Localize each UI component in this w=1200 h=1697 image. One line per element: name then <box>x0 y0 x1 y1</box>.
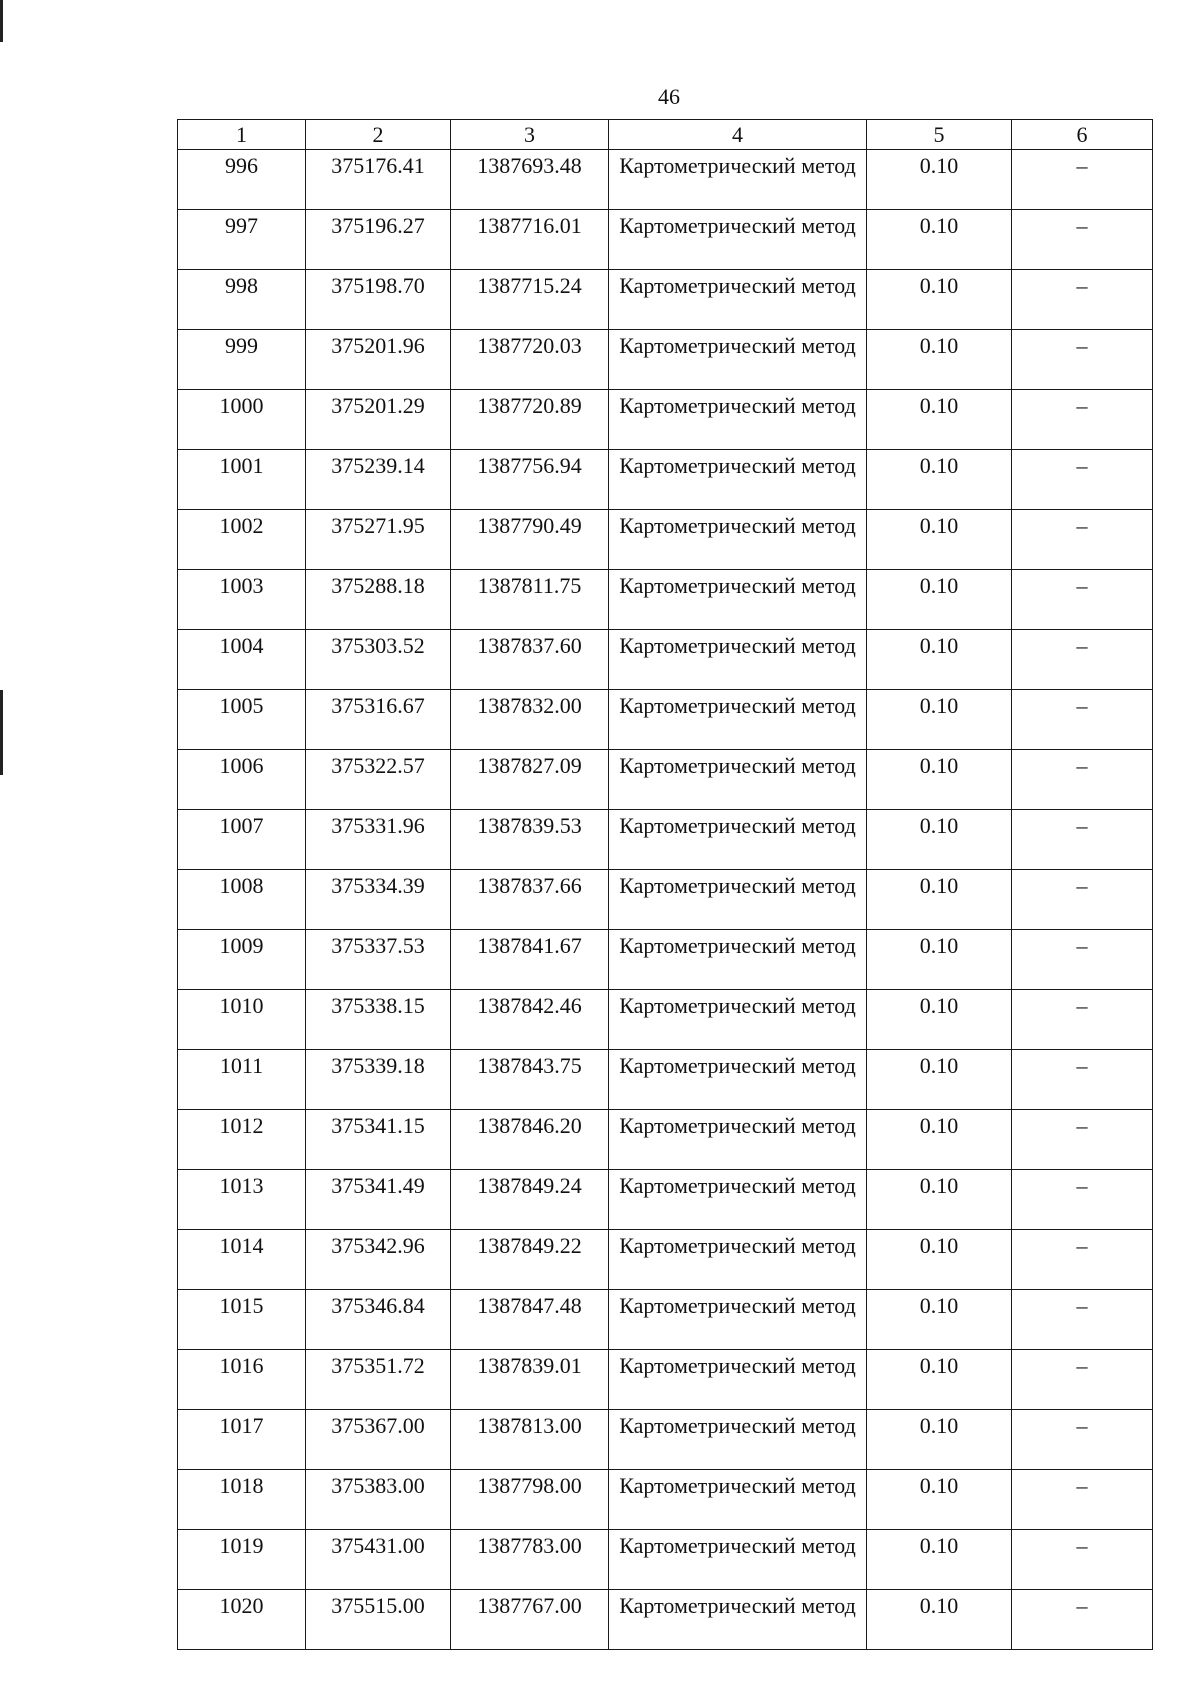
y-coordinate-cell: 1387837.60 <box>451 630 609 690</box>
point-number-cell: 1012 <box>178 1110 306 1170</box>
column-header-5: 5 <box>867 120 1012 150</box>
note-cell: – <box>1012 210 1153 270</box>
y-coordinate-cell: 1387837.66 <box>451 870 609 930</box>
accuracy-cell: 0.10 <box>867 510 1012 570</box>
point-number-cell: 1013 <box>178 1170 306 1230</box>
note-cell: – <box>1012 510 1153 570</box>
note-cell: – <box>1012 630 1153 690</box>
method-cell: Картометрический метод <box>609 1170 867 1230</box>
column-header-6: 6 <box>1012 120 1153 150</box>
method-cell: Картометрический метод <box>609 870 867 930</box>
x-coordinate-cell: 375341.15 <box>306 1110 451 1170</box>
note-cell: – <box>1012 1170 1153 1230</box>
table-row <box>178 510 1153 570</box>
note-cell: – <box>1012 450 1153 510</box>
point-number-cell: 1019 <box>178 1530 306 1590</box>
y-coordinate-cell: 1387841.67 <box>451 930 609 990</box>
column-header-1: 1 <box>178 120 306 150</box>
y-coordinate-cell: 1387811.75 <box>451 570 609 630</box>
note-cell: – <box>1012 270 1153 330</box>
x-coordinate-cell: 375346.84 <box>306 1290 451 1350</box>
method-cell: Картометрический метод <box>609 390 867 450</box>
table-row <box>178 1350 1153 1410</box>
note-cell: – <box>1012 1230 1153 1290</box>
table-row <box>178 1230 1153 1290</box>
point-number-cell: 1014 <box>178 1230 306 1290</box>
note-cell: – <box>1012 390 1153 450</box>
y-coordinate-cell: 1387839.01 <box>451 1350 609 1410</box>
table-row <box>178 630 1153 690</box>
table-row <box>178 450 1153 510</box>
x-coordinate-cell: 375351.72 <box>306 1350 451 1410</box>
point-number-cell: 1002 <box>178 510 306 570</box>
accuracy-cell: 0.10 <box>867 750 1012 810</box>
table-row <box>178 1590 1153 1650</box>
accuracy-cell: 0.10 <box>867 210 1012 270</box>
method-cell: Картометрический метод <box>609 930 867 990</box>
method-cell: Картометрический метод <box>609 1350 867 1410</box>
method-cell: Картометрический метод <box>609 630 867 690</box>
method-cell: Картометрический метод <box>609 1470 867 1530</box>
x-coordinate-cell: 375334.39 <box>306 870 451 930</box>
x-coordinate-cell: 375322.57 <box>306 750 451 810</box>
y-coordinate-cell: 1387767.00 <box>451 1590 609 1650</box>
method-cell: Картометрический метод <box>609 1050 867 1110</box>
point-number-cell: 1015 <box>178 1290 306 1350</box>
point-number-cell: 1016 <box>178 1350 306 1410</box>
x-coordinate-cell: 375431.00 <box>306 1530 451 1590</box>
x-coordinate-cell: 375303.52 <box>306 630 451 690</box>
y-coordinate-cell: 1387849.24 <box>451 1170 609 1230</box>
x-coordinate-cell: 375196.27 <box>306 210 451 270</box>
point-number-cell: 1018 <box>178 1470 306 1530</box>
y-coordinate-cell: 1387847.48 <box>451 1290 609 1350</box>
table-row <box>178 570 1153 630</box>
accuracy-cell: 0.10 <box>867 630 1012 690</box>
column-header-3: 3 <box>451 120 609 150</box>
table-row <box>178 750 1153 810</box>
x-coordinate-cell: 375367.00 <box>306 1410 451 1470</box>
accuracy-cell: 0.10 <box>867 930 1012 990</box>
note-cell: – <box>1012 570 1153 630</box>
x-coordinate-cell: 375338.15 <box>306 990 451 1050</box>
y-coordinate-cell: 1387843.75 <box>451 1050 609 1110</box>
table-row <box>178 390 1153 450</box>
table-row <box>178 930 1153 990</box>
method-cell: Картометрический метод <box>609 1410 867 1470</box>
x-coordinate-cell: 375342.96 <box>306 1230 451 1290</box>
table-row <box>178 210 1153 270</box>
x-coordinate-cell: 375337.53 <box>306 930 451 990</box>
y-coordinate-cell: 1387832.00 <box>451 690 609 750</box>
method-cell: Картометрический метод <box>609 210 867 270</box>
y-coordinate-cell: 1387720.89 <box>451 390 609 450</box>
method-cell: Картометрический метод <box>609 270 867 330</box>
note-cell: – <box>1012 870 1153 930</box>
accuracy-cell: 0.10 <box>867 1050 1012 1110</box>
point-number-cell: 1005 <box>178 690 306 750</box>
table-row <box>178 870 1153 930</box>
point-number-cell: 996 <box>178 150 306 210</box>
y-coordinate-cell: 1387716.01 <box>451 210 609 270</box>
note-cell: – <box>1012 750 1153 810</box>
point-number-cell: 1004 <box>178 630 306 690</box>
y-coordinate-cell: 1387756.94 <box>451 450 609 510</box>
method-cell: Картометрический метод <box>609 1110 867 1170</box>
note-cell: – <box>1012 1050 1153 1110</box>
method-cell: Картометрический метод <box>609 750 867 810</box>
y-coordinate-cell: 1387693.48 <box>451 150 609 210</box>
table-row <box>178 1410 1153 1470</box>
point-number-cell: 1017 <box>178 1410 306 1470</box>
y-coordinate-cell: 1387827.09 <box>451 750 609 810</box>
y-coordinate-cell: 1387720.03 <box>451 330 609 390</box>
x-coordinate-cell: 375515.00 <box>306 1590 451 1650</box>
accuracy-cell: 0.10 <box>867 150 1012 210</box>
note-cell: – <box>1012 1410 1153 1470</box>
accuracy-cell: 0.10 <box>867 1530 1012 1590</box>
note-cell: – <box>1012 990 1153 1050</box>
method-cell: Картометрический метод <box>609 150 867 210</box>
table-row <box>178 1470 1153 1530</box>
accuracy-cell: 0.10 <box>867 570 1012 630</box>
point-number-cell: 1003 <box>178 570 306 630</box>
accuracy-cell: 0.10 <box>867 1290 1012 1350</box>
y-coordinate-cell: 1387790.49 <box>451 510 609 570</box>
accuracy-cell: 0.10 <box>867 1470 1012 1530</box>
point-number-cell: 1006 <box>178 750 306 810</box>
table-row <box>178 810 1153 870</box>
note-cell: – <box>1012 1590 1153 1650</box>
table-row <box>178 1290 1153 1350</box>
point-number-cell: 1001 <box>178 450 306 510</box>
point-number-cell: 999 <box>178 330 306 390</box>
y-coordinate-cell: 1387783.00 <box>451 1530 609 1590</box>
method-cell: Картометрический метод <box>609 810 867 870</box>
method-cell: Картометрический метод <box>609 1230 867 1290</box>
method-cell: Картометрический метод <box>609 510 867 570</box>
note-cell: – <box>1012 930 1153 990</box>
table-row <box>178 150 1153 210</box>
column-header-4: 4 <box>609 120 867 150</box>
point-number-cell: 1020 <box>178 1590 306 1650</box>
y-coordinate-cell: 1387846.20 <box>451 1110 609 1170</box>
method-cell: Картометрический метод <box>609 990 867 1050</box>
method-cell: Картометрический метод <box>609 1290 867 1350</box>
y-coordinate-cell: 1387849.22 <box>451 1230 609 1290</box>
scan-edge-mark-middle <box>0 690 3 775</box>
point-number-cell: 1009 <box>178 930 306 990</box>
accuracy-cell: 0.10 <box>867 1590 1012 1650</box>
point-number-cell: 1000 <box>178 390 306 450</box>
accuracy-cell: 0.10 <box>867 1230 1012 1290</box>
table-row <box>178 330 1153 390</box>
scan-edge-mark-top <box>0 0 3 42</box>
header-row <box>178 120 1153 150</box>
y-coordinate-cell: 1387842.46 <box>451 990 609 1050</box>
x-coordinate-cell: 375201.96 <box>306 330 451 390</box>
note-cell: – <box>1012 1290 1153 1350</box>
table-body <box>178 150 1153 1650</box>
table-row <box>178 1050 1153 1110</box>
accuracy-cell: 0.10 <box>867 690 1012 750</box>
note-cell: – <box>1012 690 1153 750</box>
note-cell: – <box>1012 150 1153 210</box>
table-row <box>178 1110 1153 1170</box>
page-number: 46 <box>658 84 680 109</box>
x-coordinate-cell: 375201.29 <box>306 390 451 450</box>
method-cell: Картометрический метод <box>609 690 867 750</box>
accuracy-cell: 0.10 <box>867 450 1012 510</box>
accuracy-cell: 0.10 <box>867 330 1012 390</box>
point-number-cell: 1010 <box>178 990 306 1050</box>
note-cell: – <box>1012 810 1153 870</box>
x-coordinate-cell: 375339.18 <box>306 1050 451 1110</box>
note-cell: – <box>1012 1350 1153 1410</box>
x-coordinate-cell: 375331.96 <box>306 810 451 870</box>
point-number-cell: 1008 <box>178 870 306 930</box>
x-coordinate-cell: 375271.95 <box>306 510 451 570</box>
point-number-cell: 1007 <box>178 810 306 870</box>
y-coordinate-cell: 1387715.24 <box>451 270 609 330</box>
note-cell: – <box>1012 1470 1153 1530</box>
note-cell: – <box>1012 1110 1153 1170</box>
x-coordinate-cell: 375198.70 <box>306 270 451 330</box>
method-cell: Картометрический метод <box>609 450 867 510</box>
column-header-2: 2 <box>306 120 451 150</box>
accuracy-cell: 0.10 <box>867 270 1012 330</box>
y-coordinate-cell: 1387839.53 <box>451 810 609 870</box>
accuracy-cell: 0.10 <box>867 1350 1012 1410</box>
point-number-cell: 998 <box>178 270 306 330</box>
table-row <box>178 1530 1153 1590</box>
accuracy-cell: 0.10 <box>867 390 1012 450</box>
coordinates-table <box>177 119 1153 1650</box>
accuracy-cell: 0.10 <box>867 990 1012 1050</box>
point-number-cell: 997 <box>178 210 306 270</box>
table-header <box>178 120 1153 150</box>
accuracy-cell: 0.10 <box>867 1110 1012 1170</box>
point-number-cell: 1011 <box>178 1050 306 1110</box>
x-coordinate-cell: 375239.14 <box>306 450 451 510</box>
table-row <box>178 270 1153 330</box>
table-row <box>178 990 1153 1050</box>
x-coordinate-cell: 375176.41 <box>306 150 451 210</box>
table-row <box>178 1170 1153 1230</box>
accuracy-cell: 0.10 <box>867 1170 1012 1230</box>
x-coordinate-cell: 375288.18 <box>306 570 451 630</box>
method-cell: Картометрический метод <box>609 570 867 630</box>
method-cell: Картометрический метод <box>609 1530 867 1590</box>
accuracy-cell: 0.10 <box>867 810 1012 870</box>
method-cell: Картометрический метод <box>609 330 867 390</box>
y-coordinate-cell: 1387813.00 <box>451 1410 609 1470</box>
x-coordinate-cell: 375341.49 <box>306 1170 451 1230</box>
note-cell: – <box>1012 1530 1153 1590</box>
table-row <box>178 690 1153 750</box>
accuracy-cell: 0.10 <box>867 870 1012 930</box>
x-coordinate-cell: 375316.67 <box>306 690 451 750</box>
x-coordinate-cell: 375383.00 <box>306 1470 451 1530</box>
accuracy-cell: 0.10 <box>867 1410 1012 1470</box>
note-cell: – <box>1012 330 1153 390</box>
method-cell: Картометрический метод <box>609 1590 867 1650</box>
y-coordinate-cell: 1387798.00 <box>451 1470 609 1530</box>
